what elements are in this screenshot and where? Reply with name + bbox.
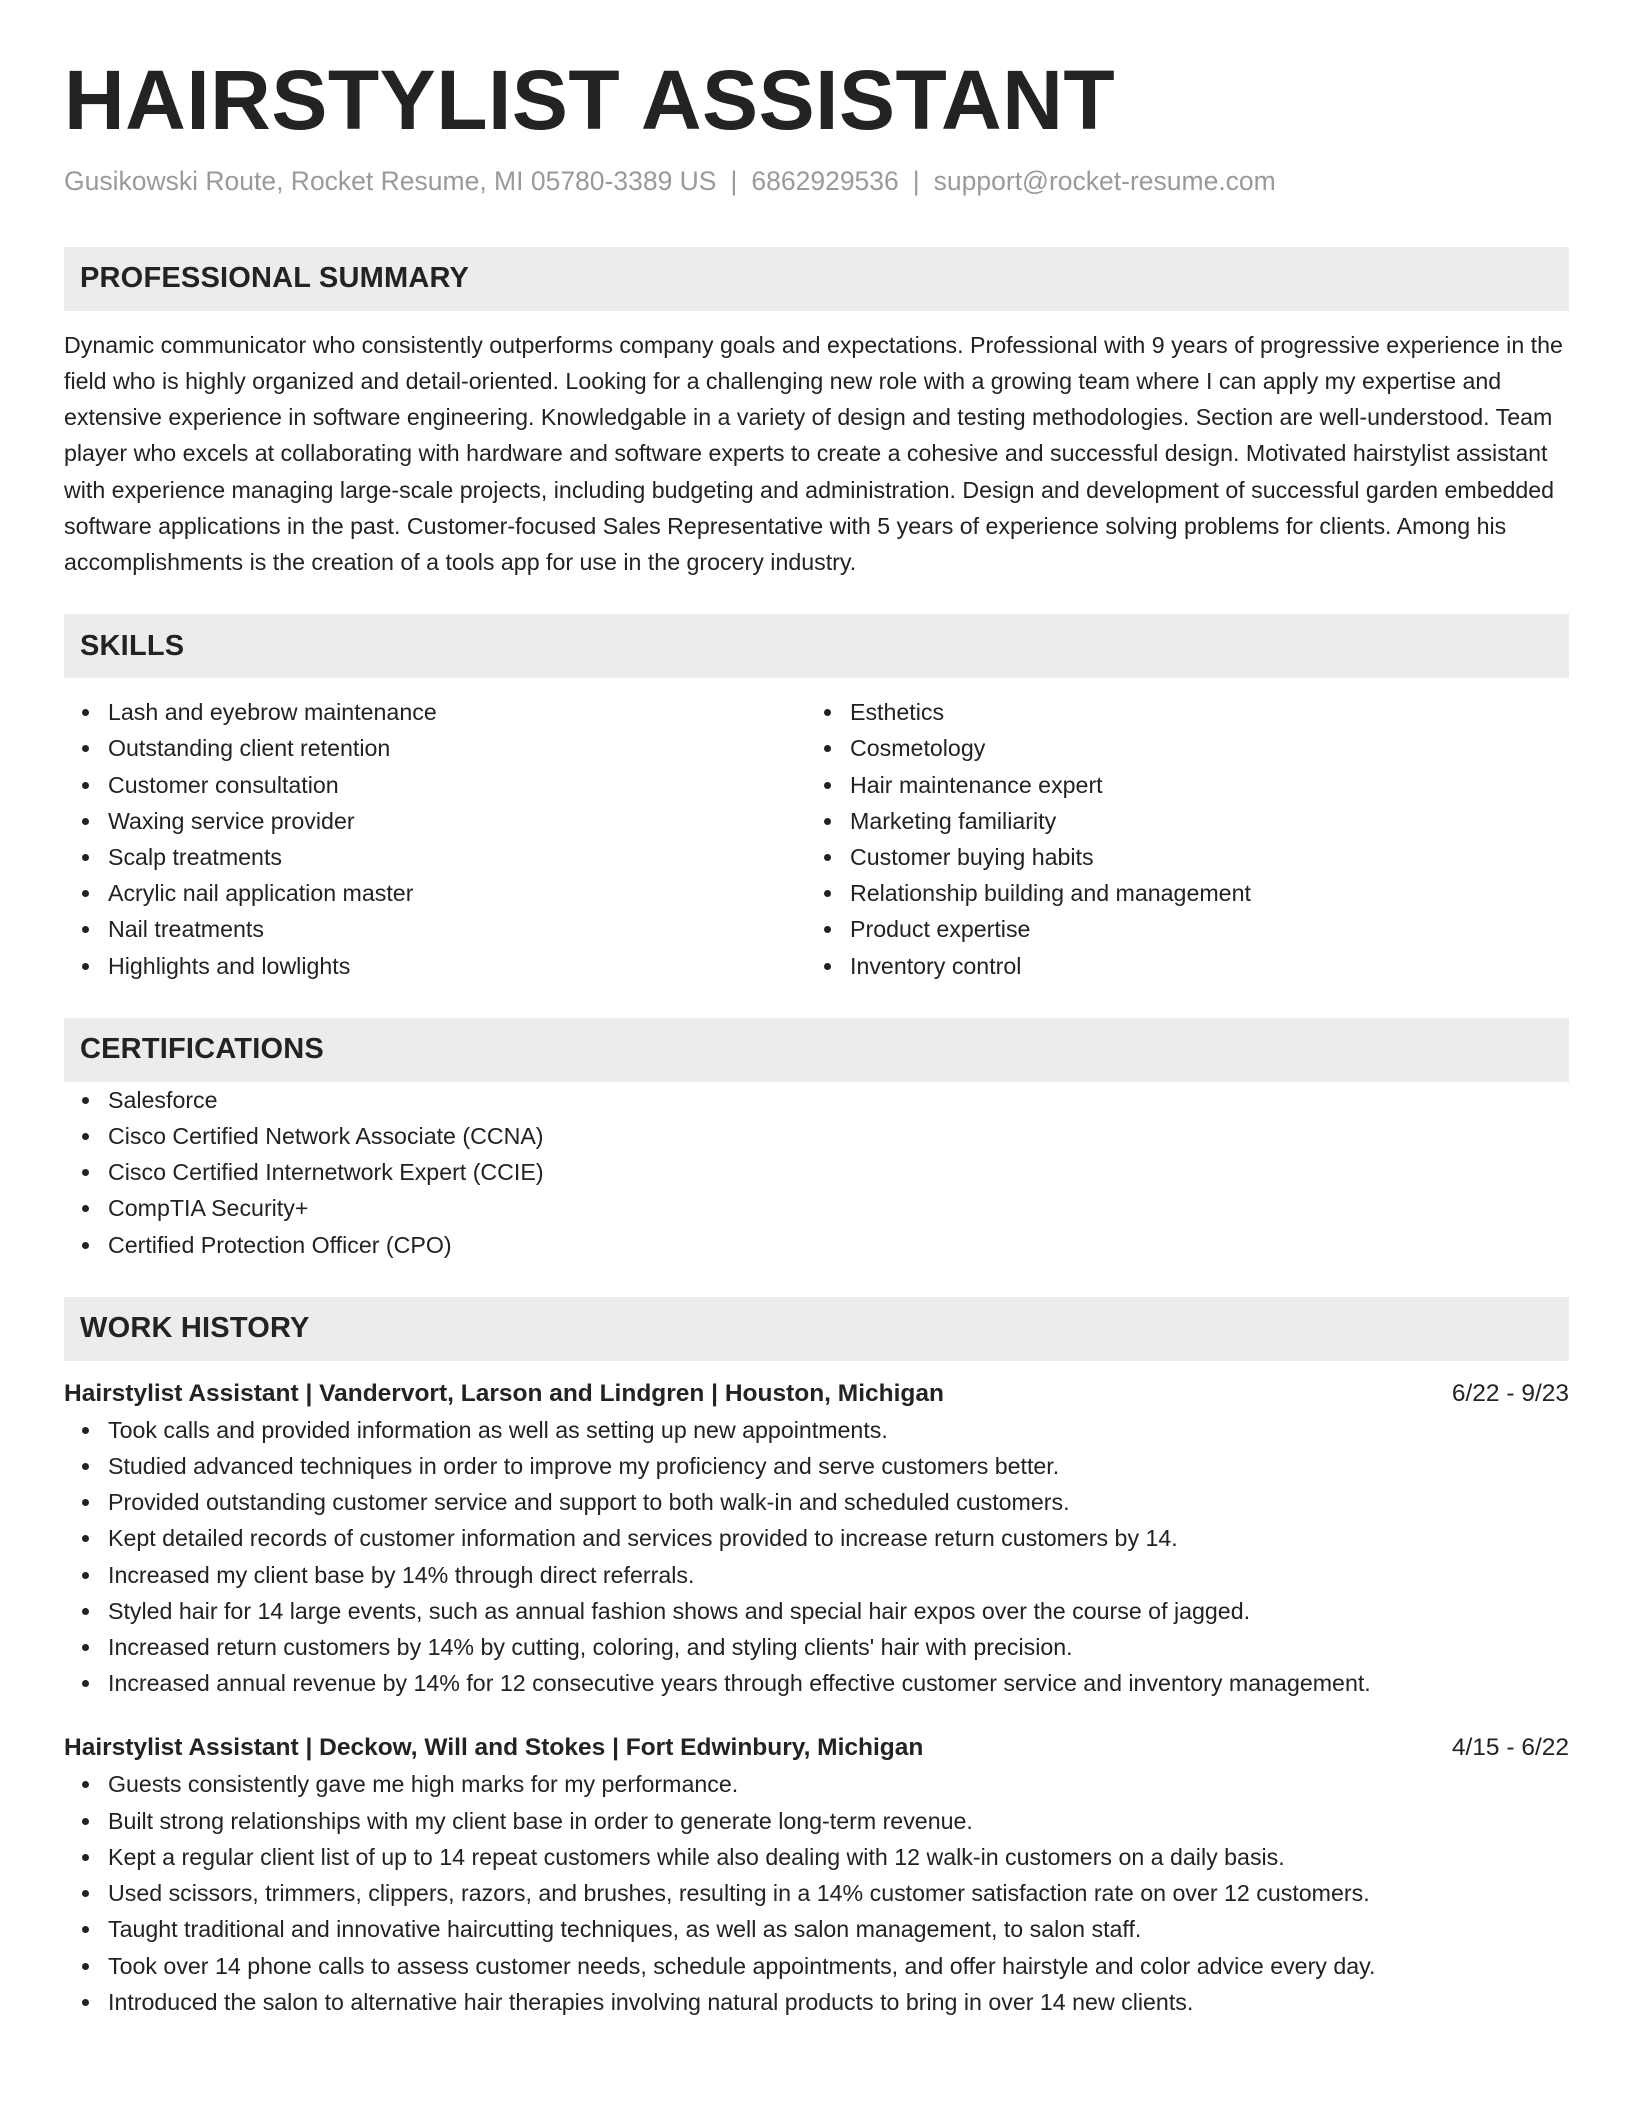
job-entry: [64, 1376, 1569, 1702]
job-bullet: Kept detailed records of customer information and services provided to increase return customers by 14.: [108, 1520, 1569, 1556]
job-header: [64, 1376, 1569, 1412]
job-bullet: Increased my client base by 14% through direct referrals.: [108, 1557, 1569, 1593]
skill-item: Outstanding client retention: [108, 730, 806, 766]
job-entry: [64, 1730, 1569, 2019]
skill-item: Cosmetology: [850, 730, 1569, 766]
resume-name: HAIRSTYLIST ASSISTANT: [64, 53, 1116, 147]
skill-item: Inventory control: [850, 948, 1569, 984]
skill-item: Customer buying habits: [850, 839, 1569, 875]
skill-item: Lash and eyebrow maintenance: [108, 694, 806, 730]
skill-item: Customer consultation: [108, 767, 806, 803]
summary-text: Dynamic communicator who consistently outperforms company goals and expectations. Professional with 9 years of progressive experience in the field who is highly organized and detail-oriented. Looking for a challenging new role with a growing team where I can apply my expertise and extensive experience in software engineering. Knowledgable in a variety of design and testing methodologies. Section are well-understood. Team player who excels at collaborating with hardware and software experts to create a cohesive and successful design. Motivated hairstylist assistant with experience managing large-scale projects, including budgeting and administration. Design and development of successful garden embedded software applications in the past. Customer-focused Sales Representative with 5 years of experience solving problems for clients. Among his accomplishments is the creation of a tools app for use in the grocery industry.: [64, 331, 1563, 576]
contact-separator: |: [730, 166, 738, 196]
job-title: Hairstylist Assistant | Vandervort, Larson and Lindgren | Houston, Michigan: [64, 1379, 944, 1407]
skills-list-left: [64, 694, 806, 984]
job-bullet: Introduced the salon to alternative hair therapies involving natural products to bring in over 14 new clients.: [108, 1984, 1569, 2020]
job-bullet: Increased annual revenue by 14% for 12 consecutive years through effective customer service and inventory management.: [108, 1665, 1569, 1701]
skill-item: Waxing service provider: [108, 803, 806, 839]
contact-address: Gusikowski Route, Rocket Resume, MI 05780-3389 US: [64, 166, 717, 196]
skill-item: Hair maintenance expert: [850, 767, 1569, 803]
job-bullet: Kept a regular client list of up to 14 repeat customers while also dealing with 12 walk-in customers on a daily basis.: [108, 1839, 1569, 1875]
job-bullet: Built strong relationships with my client base in order to generate long-term revenue.: [108, 1803, 1569, 1839]
certification-item: Cisco Certified Network Associate (CCNA): [108, 1118, 1569, 1154]
skill-item: Nail treatments: [108, 911, 806, 947]
job-dates: 4/15 - 6/22: [1451, 1734, 1569, 1762]
job-bullet: Styled hair for 14 large events, such as annual fashion shows and special hair expos over the course of jagged.: [108, 1593, 1569, 1629]
certification-item: CompTIA Security+: [108, 1190, 1569, 1226]
job-title: Hairstylist Assistant | Deckow, Will and Stokes | Fort Edwinbury, Michigan: [64, 1734, 924, 1762]
skill-item: Marketing familiarity: [850, 803, 1569, 839]
job-header: [64, 1730, 1569, 1766]
skills-heading: SKILLS: [64, 614, 1569, 678]
skills-grid: [64, 694, 1569, 984]
contact-phone: 6862929536: [751, 166, 899, 196]
contact-separator: |: [912, 166, 920, 196]
skill-item: Acrylic nail application master: [108, 875, 806, 911]
certification-item: Certified Protection Officer (CPO): [108, 1227, 1569, 1263]
certification-item: Cisco Certified Internetwork Expert (CCIE): [108, 1154, 1569, 1190]
job-bullet: Studied advanced techniques in order to improve my proficiency and serve customers better.: [108, 1448, 1569, 1484]
job-bullet: Increased return customers by 14% by cutting, coloring, and styling clients' hair with precision.: [108, 1629, 1569, 1665]
skills-list-right: [806, 694, 1569, 984]
job-bullet: Guests consistently gave me high marks for my performance.: [108, 1766, 1569, 1802]
job-bullet-list: [64, 1766, 1569, 2019]
skill-item: Scalp treatments: [108, 839, 806, 875]
contact-email: support@rocket-resume.com: [933, 166, 1276, 196]
certifications-list: [64, 1082, 1569, 1263]
work-history-heading: WORK HISTORY: [64, 1297, 1569, 1361]
certifications-heading: CERTIFICATIONS: [64, 1018, 1569, 1082]
job-bullet: Used scissors, trimmers, clippers, razors, and brushes, resulting in a 14% customer satisfaction rate on over 12 customers.: [108, 1875, 1569, 1911]
contact-line: [64, 166, 1569, 198]
job-dates: 6/22 - 9/23: [1451, 1379, 1569, 1407]
skill-item: Esthetics: [850, 694, 1569, 730]
skill-item: Product expertise: [850, 911, 1569, 947]
job-bullet: Provided outstanding customer service and support to both walk-in and scheduled customers.: [108, 1484, 1569, 1520]
job-bullet-list: [64, 1412, 1569, 1702]
skill-item: Relationship building and management: [850, 875, 1569, 911]
job-bullet: Took calls and provided information as well as setting up new appointments.: [108, 1412, 1569, 1448]
skill-item: Highlights and lowlights: [108, 948, 806, 984]
job-bullet: Taught traditional and innovative haircutting techniques, as well as salon management, to salon staff.: [108, 1911, 1569, 1947]
summary-heading: PROFESSIONAL SUMMARY: [64, 247, 1569, 311]
job-bullet: Took over 14 phone calls to assess customer needs, schedule appointments, and offer hairstyle and color advice every day.: [108, 1948, 1569, 1984]
certification-item: Salesforce: [108, 1082, 1569, 1118]
